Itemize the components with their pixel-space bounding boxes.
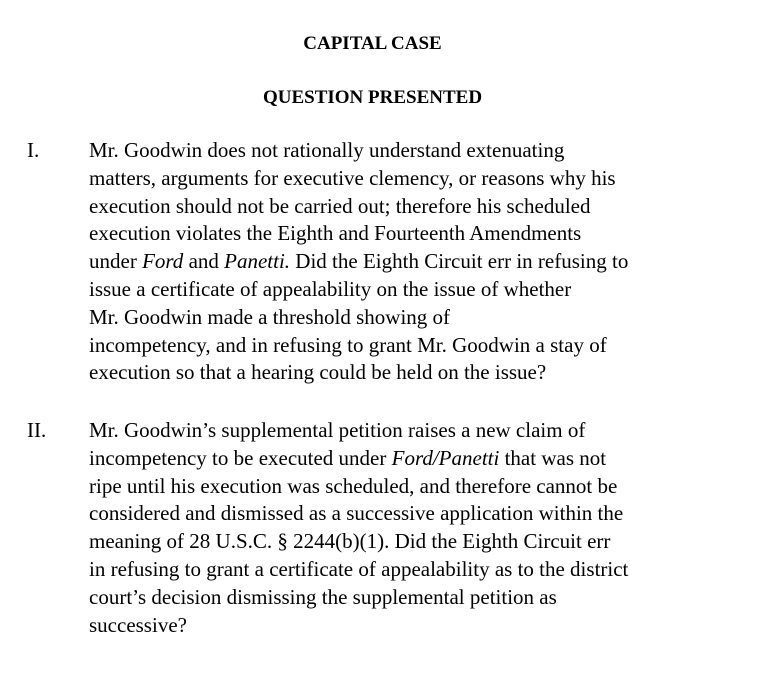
text-segment: execution should not be carried out; therefore his scheduled	[89, 193, 591, 218]
text-segment: considered and dismissed as a successive application within the	[89, 501, 624, 526]
question-text-line	[89, 473, 754, 501]
text-segment: Mr. Goodwin does not rationally understand extenuating	[89, 138, 565, 162]
question-text-line	[89, 220, 754, 248]
text-segment: in refusing to grant a certificate of appealability as to the district	[89, 556, 629, 581]
question-text-line	[89, 445, 754, 473]
question-text-line	[89, 304, 754, 332]
question-text-line	[89, 137, 754, 165]
question-text-line	[89, 584, 754, 612]
question-text-line	[89, 359, 754, 387]
text-segment: Mr. Goodwin’s supplemental petition raises a new claim of	[89, 418, 586, 442]
text-segment: ripe until his execution was scheduled, and therefore cannot be	[89, 473, 618, 498]
text-segment: execution so that a hearing could be held on the issue?	[89, 360, 547, 385]
question-numeral: I.	[27, 138, 40, 162]
question-text-line	[89, 248, 754, 276]
text-segment: and	[183, 249, 225, 274]
question-numeral: II.	[27, 418, 47, 442]
question-text-line	[89, 528, 754, 556]
text-segment: issue a certificate of appealability on the issue of whether	[89, 276, 572, 301]
text-segment: under	[89, 249, 143, 274]
case-name-italic: Panetti.	[224, 249, 291, 274]
question-text-line	[89, 556, 754, 584]
text-segment: meaning of 28 U.S.C. § 2244(b)(1). Did the Eighth Circuit err	[89, 529, 611, 554]
text-segment: execution violates the Eighth and Fourteenth Amendments	[89, 221, 582, 246]
capital-case-heading: CAPITAL CASE	[303, 33, 442, 54]
question-text-line	[89, 276, 754, 304]
case-name-italic: Ford/Panetti	[391, 445, 500, 470]
text-segment: matters, arguments for executive clemency, or reasons why his	[89, 165, 616, 190]
question-text-line	[89, 500, 754, 528]
text-segment: court’s decision dismissing the supplemental petition as	[89, 584, 557, 609]
case-name-italic: Ford	[142, 249, 184, 274]
question-text-line	[89, 165, 754, 193]
text-segment: incompetency to be executed under	[89, 445, 392, 470]
question-text-line	[89, 612, 754, 640]
question-text-line	[89, 332, 754, 360]
text-segment: successive?	[89, 612, 187, 637]
question-text	[89, 137, 754, 387]
text-segment: Mr. Goodwin made a threshold showing of	[89, 304, 451, 329]
text-segment: incompetency, and in refusing to grant Mr. Goodwin a stay of	[89, 332, 607, 357]
question-text	[89, 417, 754, 639]
text-segment: Did the Eighth Circuit err in refusing to	[290, 249, 629, 274]
question-presented-heading: QUESTION PRESENTED	[262, 87, 483, 108]
question-text-line	[89, 193, 754, 221]
text-segment: that was not	[499, 445, 607, 470]
question-text-line	[89, 417, 754, 445]
